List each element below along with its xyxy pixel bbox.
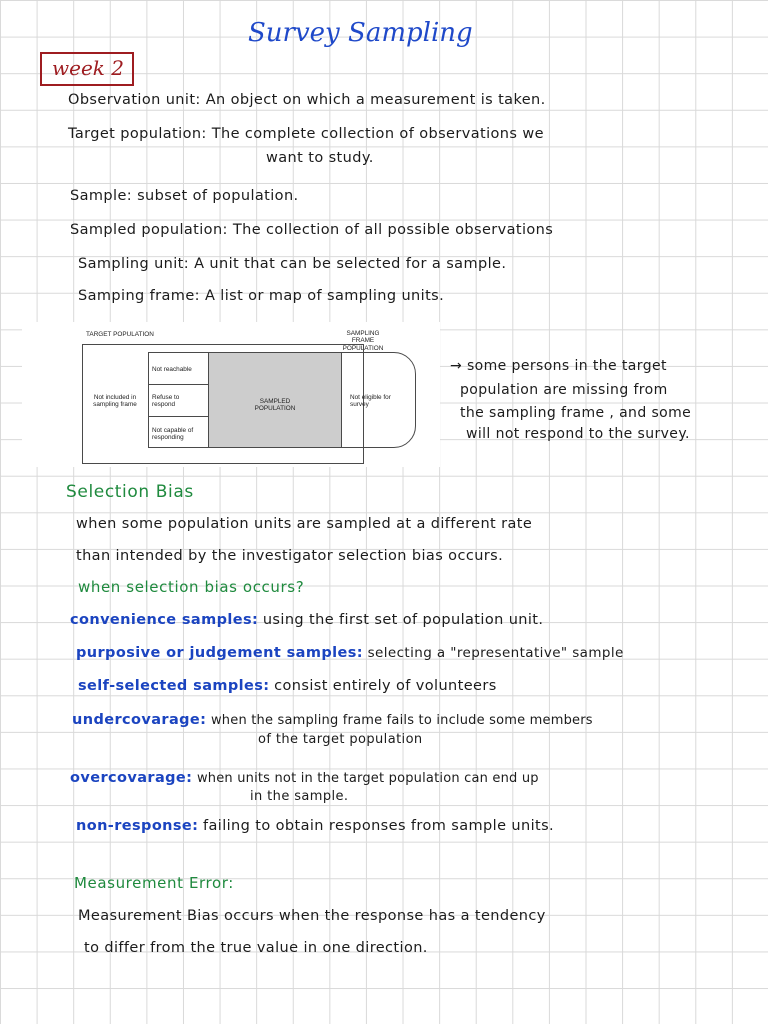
term-label: Target population: — [68, 126, 207, 142]
sampling-frame-line — [78, 288, 444, 304]
sampling-diagram — [22, 322, 440, 467]
not-capable-label: Not capable of responding — [152, 427, 194, 442]
sampled-population-label: SAMPLED POPULATION — [254, 398, 296, 413]
note-line: population are missing from — [460, 382, 668, 398]
term-label: Samping frame: — [78, 288, 200, 304]
selection-question: when selection bias occurs? — [78, 578, 305, 596]
target-population-label: TARGET POPULATION — [86, 331, 154, 338]
definition-text: using the first set of population unit. — [262, 612, 544, 628]
sample-line — [70, 188, 299, 204]
measurement-text-line: to differ from the true value in one direction. — [84, 940, 428, 956]
week-label: week 2 — [40, 52, 134, 86]
note-line: will not respond to the survey. — [466, 426, 690, 442]
definition-text: An object on which a measurement is taken. — [205, 92, 546, 108]
definition-text: A unit that can be selected for a sample. — [194, 256, 507, 272]
measurement-text-line: Measurement Bias occurs when the response has a tendency — [78, 908, 546, 924]
target-population-line-2: want to study. — [266, 150, 374, 166]
definition-text: consist entirely of volunteers — [274, 678, 497, 694]
refuse-label: Refuse to respond — [152, 394, 180, 409]
overcovarage-line — [70, 770, 539, 786]
measurement-error-heading: Measurement Error: — [74, 874, 234, 892]
definition-text: A list or map of sampling units. — [204, 288, 445, 304]
not-reachable-label: Not reachable — [152, 366, 192, 373]
term-label: Sampled population: — [70, 222, 228, 238]
not-included-label: Not included in sampling frame — [93, 394, 137, 409]
term-label: overcovarage: — [70, 770, 193, 786]
selection-text-line: when some population units are sampled at a different rate — [76, 516, 533, 532]
observation-unit-line — [68, 92, 546, 108]
non-response-line — [76, 818, 554, 834]
term-label: Sample: — [70, 188, 133, 204]
overcovarage-line-2: in the sample. — [250, 789, 349, 804]
term-label: Sampling unit: — [78, 256, 190, 272]
sampling-frame-population-label: SAMPLING FRAME POPULATION — [342, 330, 384, 352]
definition-text: The collection of all possible observations — [232, 222, 554, 238]
page-title: Survey Sampling — [248, 18, 473, 48]
divider-line — [148, 384, 208, 385]
self-selected-samples-line — [78, 678, 497, 694]
not-eligible-label: Not eligible for survey — [350, 394, 391, 409]
definition-text: subset of population. — [137, 188, 299, 204]
term-label: Observation unit: — [68, 92, 201, 108]
undercovarage-line-2: of the target population — [258, 732, 423, 747]
definition-text: when units not in the target population can end up — [196, 771, 539, 786]
term-label: undercovarage: — [72, 712, 207, 728]
definition-text: selecting a "representative" sample — [367, 645, 624, 661]
divider-line — [148, 416, 208, 417]
term-label: purposive or judgement samples: — [76, 645, 363, 661]
sampling-unit-line — [78, 256, 506, 272]
term-label: non-response: — [76, 818, 199, 834]
definition-text: when the sampling frame fails to include some members — [210, 713, 593, 728]
definition-text: The complete collection of observations we — [211, 126, 544, 142]
term-label: convenience samples: — [70, 612, 259, 628]
note-line: the sampling frame , and some — [460, 405, 692, 421]
note-line: → some persons in the target — [450, 358, 667, 374]
sampled-population-line — [70, 222, 553, 238]
purposive-samples-line — [76, 645, 624, 661]
definition-text: failing to obtain responses from sample units. — [202, 818, 555, 834]
target-population-line — [68, 126, 544, 142]
selection-text-line: than intended by the investigator selection bias occurs. — [76, 548, 504, 564]
term-label: self-selected samples: — [78, 678, 270, 694]
undercovarage-line — [72, 712, 593, 728]
convenience-samples-line — [70, 612, 543, 628]
selection-bias-heading: Selection Bias — [66, 482, 194, 502]
